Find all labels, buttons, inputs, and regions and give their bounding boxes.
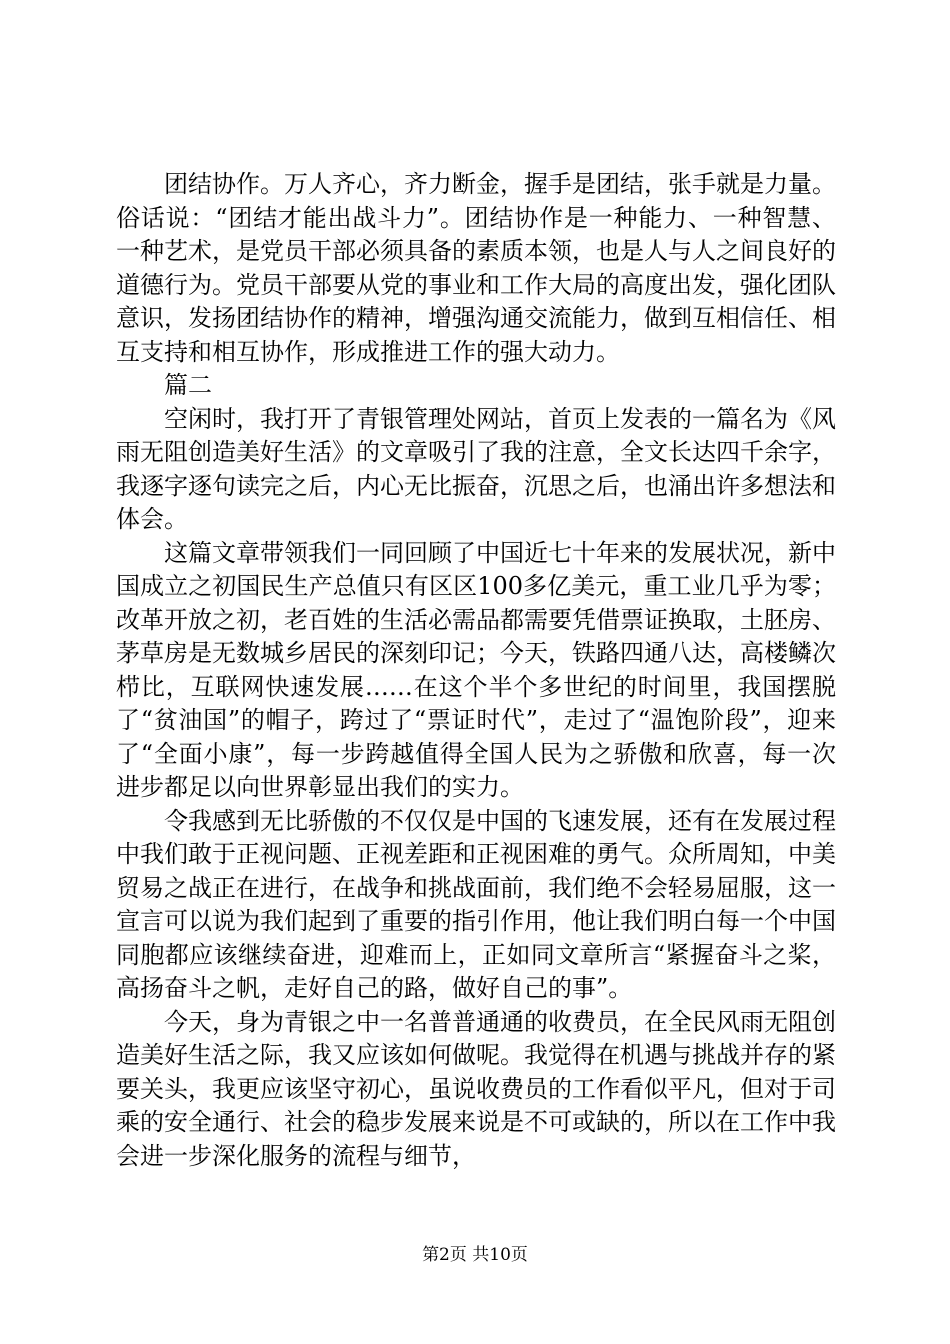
paragraph-development: 这篇文章带领我们一同回顾了中国近七十年来的发展状况，新中国成立之初国民生产总值只有区区100多亿美元，重工业几乎为零；改革开放之初，老百姓的生活必需品都需要凭借票证换取，土胚房、茅草房是无数城乡居民的深刻印记；今天，铁路四通八达，高楼鳞次栉比，互联网快速发展……在这个半个多世纪的时间里，我国摆脱了“贫油国”的帽子，跨过了“票证时代”，走过了“温饱阶段”，迎来了“全面小康”，每一步跨越值得全国人民为之骄傲和欣喜，每一次进步都足以向世界彰显出我们的实力。 [116, 538, 836, 801]
page-footer: 第2页 共10页 [422, 1245, 528, 1265]
paragraph-pride: 令我感到无比骄傲的不仅仅是中国的飞速发展，还有在发展过程中我们敢于正视问题、正视差距和正视困难的勇气。众所周知，中美贸易之战正在进行，在战争和挑战面前，我们绝不会轻易屈服，这一宣言可以说为我们起到了重要的指引作用，他让我们明白每一个中国同胞都应该继续奋进，迎难而上，正如同文章所言“紧握奋斗之桨，高扬奋斗之帆，走好自己的路，做好自己的事”。 [116, 806, 836, 1002]
paragraph-website: 空闲时，我打开了青银管理处网站，首页上发表的一篇名为《风雨无阻创造美好生活》的文章吸引了我的注意，全文长达四千余字，我逐字逐句读完之后，内心无比振奋，沉思之后，也涌出许多想法和体会。 [116, 404, 836, 533]
paragraph-teamwork: 团结协作。万人齐心，齐力断金，握手是团结，张手就是力量。俗话说：“团结才能出战斗力”。团结协作是一种能力、一种智慧、一种艺术，是党员干部必须具备的素质本领，也是人与人之间良好的道德行为。党员干部要从党的事业和工作大局的高度出发，强化团队意识，发扬团结协作的精神，增强沟通交流能力，做到互相信任、相互支持和相互协作，形成推进工作的强大动力。 [116, 170, 836, 366]
section-heading: 篇二 [164, 371, 212, 399]
document-body [116, 168, 836, 1173]
paragraph-toll-collector: 今天，身为青银之中一名普普通通的收费员，在全民风雨无阻创造美好生活之际，我又应该如何做呢。我觉得在机遇与挑战并存的紧要关头，我更应该坚守初心，虽说收费员的工作看似平凡，但对于司乘的安全通行、社会的稳步发展来说是不可或缺的，所以在工作中我会进一步深化服务的流程与细节， [116, 1007, 836, 1170]
